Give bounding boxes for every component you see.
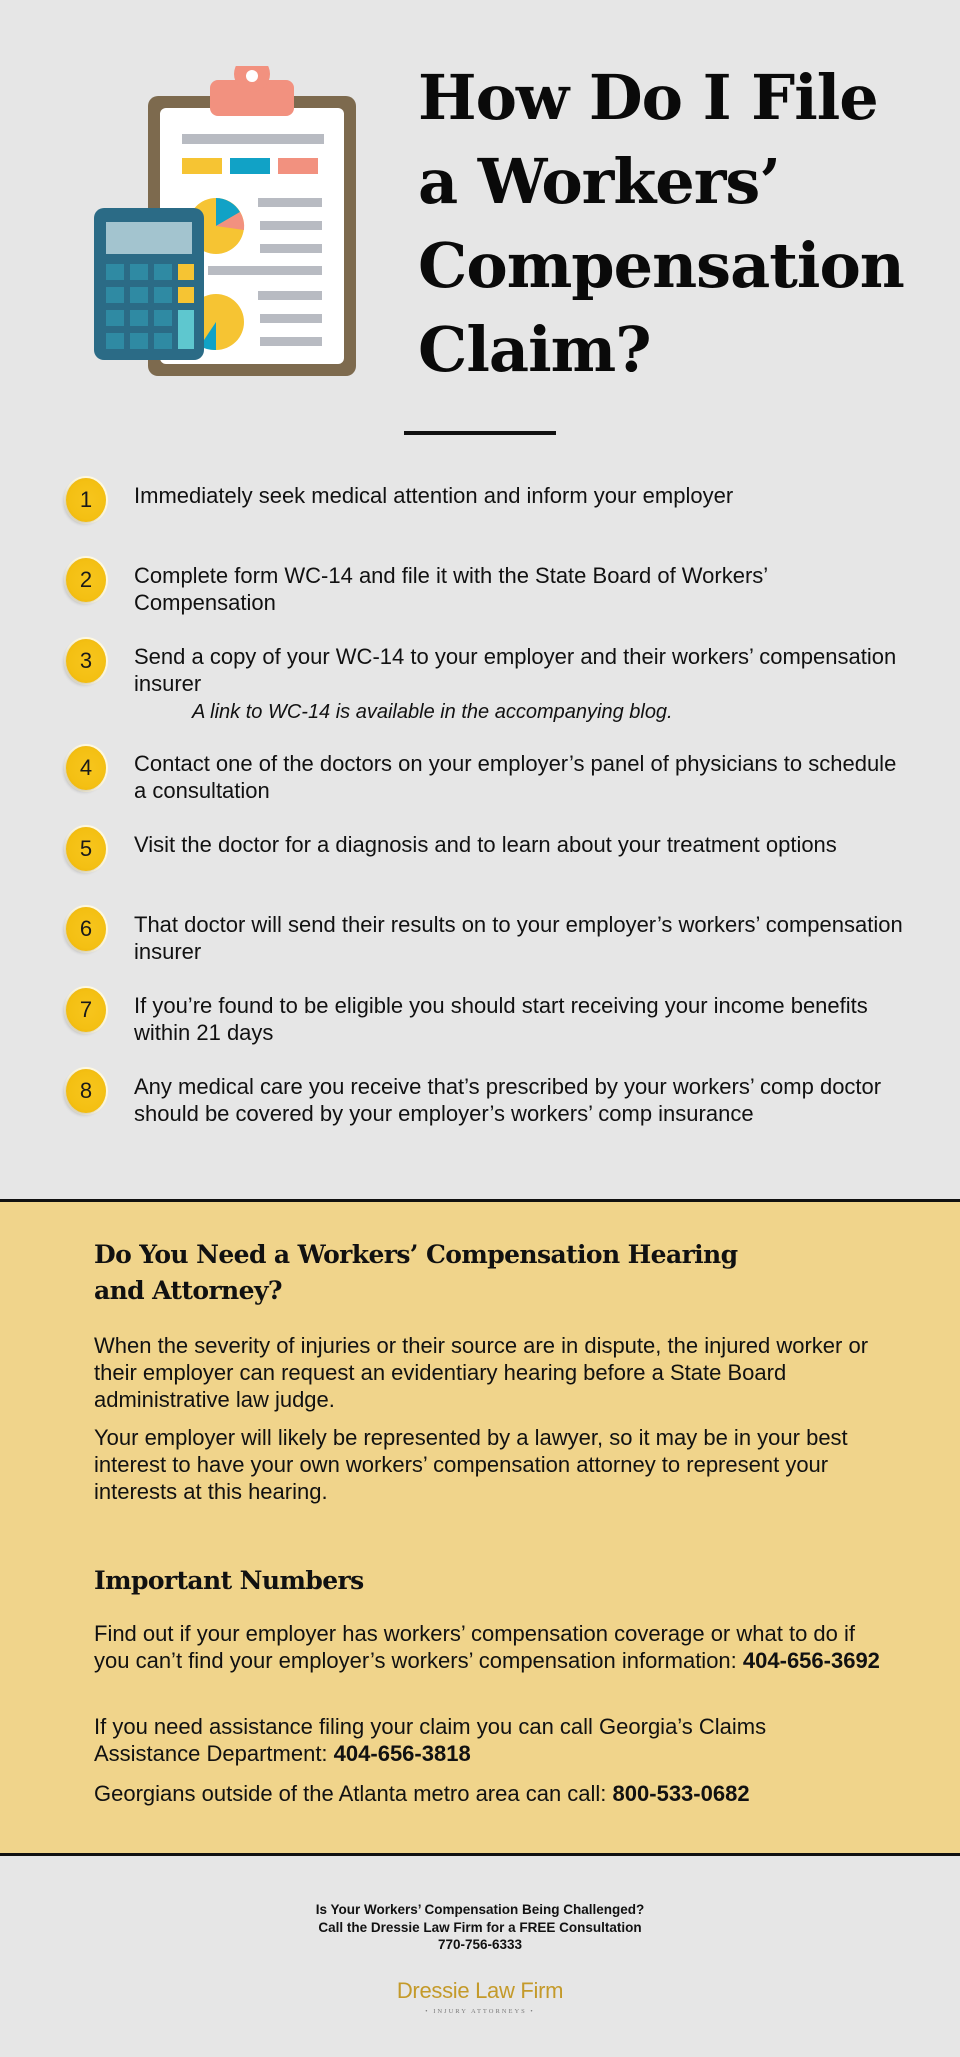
step-text: Visit the doctor for a diagnosis and to learn about your treatment options [134, 832, 837, 857]
hearing-paragraph: When the severity of injuries or their source are in dispute, the injured worker or their employer can request an evidentiary hearing before a State Board administrative law judge. [94, 1333, 869, 1412]
hero-header [0, 0, 960, 450]
step-text-main: Send a copy of your WC-14 to your employer and their workers’ compensation insurer [134, 644, 897, 696]
step-number-badge: 4 [66, 746, 106, 790]
heading-line: and Attorney? [94, 1276, 282, 1305]
hearing-paragraph: Your employer will likely be represented by a lawyer, so it may be in your best interest to have your own workers’ compensation attorney to represent your interests at this hearing. [94, 1425, 848, 1504]
cta-line: Is Your Workers’ Compensation Being Challenged? [315, 1902, 645, 1917]
step-number-badge: 3 [66, 639, 106, 683]
number-item [94, 1713, 874, 1767]
step-text: Any medical care you receive that’s prescribed by your workers’ comp doctor should be covered by your employer’s workers’ comp insurance [134, 1074, 882, 1126]
step-text: That doctor will send their results on to your employer’s workers’ compensation insurer [134, 912, 903, 964]
phone-number[interactable]: 404-656-3818 [333, 1741, 471, 1766]
page-title [418, 56, 938, 392]
number-description: If you need assistance filing your claim you can call Georgia’s Claims Assistance Department: [94, 1714, 767, 1766]
cta-line: Call the Dressie Law Firm for a FREE Consultation [318, 1919, 642, 1935]
phone-number[interactable]: 800-533-0682 [612, 1781, 750, 1806]
step-number-badge: 6 [66, 907, 106, 951]
hearing-heading [94, 1237, 738, 1309]
clipboard-with-calculator-icon [88, 66, 368, 386]
title-line: Compensation [418, 229, 904, 302]
step-text: If you’re found to be eligible you should start receiving your income benefits within 21 days [134, 993, 868, 1045]
numbers-heading: Important Numbers [94, 1566, 364, 1595]
title-line: How Do I File [418, 61, 878, 134]
firm-logo: Dressie Law Firm [396, 1978, 564, 2003]
title-line: a Workers’ [418, 145, 780, 218]
step-text [134, 643, 914, 726]
step-number-badge: 7 [66, 988, 106, 1032]
step-number-badge: 8 [66, 1069, 106, 1113]
step-text: Contact one of the doctors on your employer’s panel of physicians to schedule a consultation [134, 751, 897, 803]
phone-number[interactable]: 404-656-3692 [742, 1648, 880, 1673]
step-number-badge: 2 [66, 558, 106, 602]
footer [0, 1859, 960, 2057]
title-line: Claim? [418, 313, 651, 386]
call-to-action [0, 1901, 960, 1954]
step-note: A link to WC-14 is available in the accompanying blog. [192, 701, 673, 723]
number-item [94, 1780, 894, 1807]
step-number-badge: 5 [66, 827, 106, 871]
number-description: Georgians outside of the Atlanta metro area can call: [94, 1781, 607, 1806]
number-item [94, 1620, 884, 1674]
cta-phone[interactable]: 770-756-6333 [437, 1937, 523, 1952]
firm-tagline: • INJURY ATTORNEYS • [425, 2008, 535, 2015]
step-number-badge: 1 [66, 478, 106, 522]
heading-line: Do You Need a Workers’ Compensation Hearing [94, 1240, 738, 1269]
step-text: Complete form WC-14 and file it with the State Board of Workers’ Compensation [134, 563, 768, 615]
info-panel [0, 1199, 960, 1856]
title-divider [404, 431, 556, 435]
step-text: Immediately seek medical attention and inform your employer [134, 483, 734, 508]
number-description: Find out if your employer has workers’ compensation coverage or what to do if you can’t find your employer’s workers’ compensation information: [94, 1621, 855, 1673]
